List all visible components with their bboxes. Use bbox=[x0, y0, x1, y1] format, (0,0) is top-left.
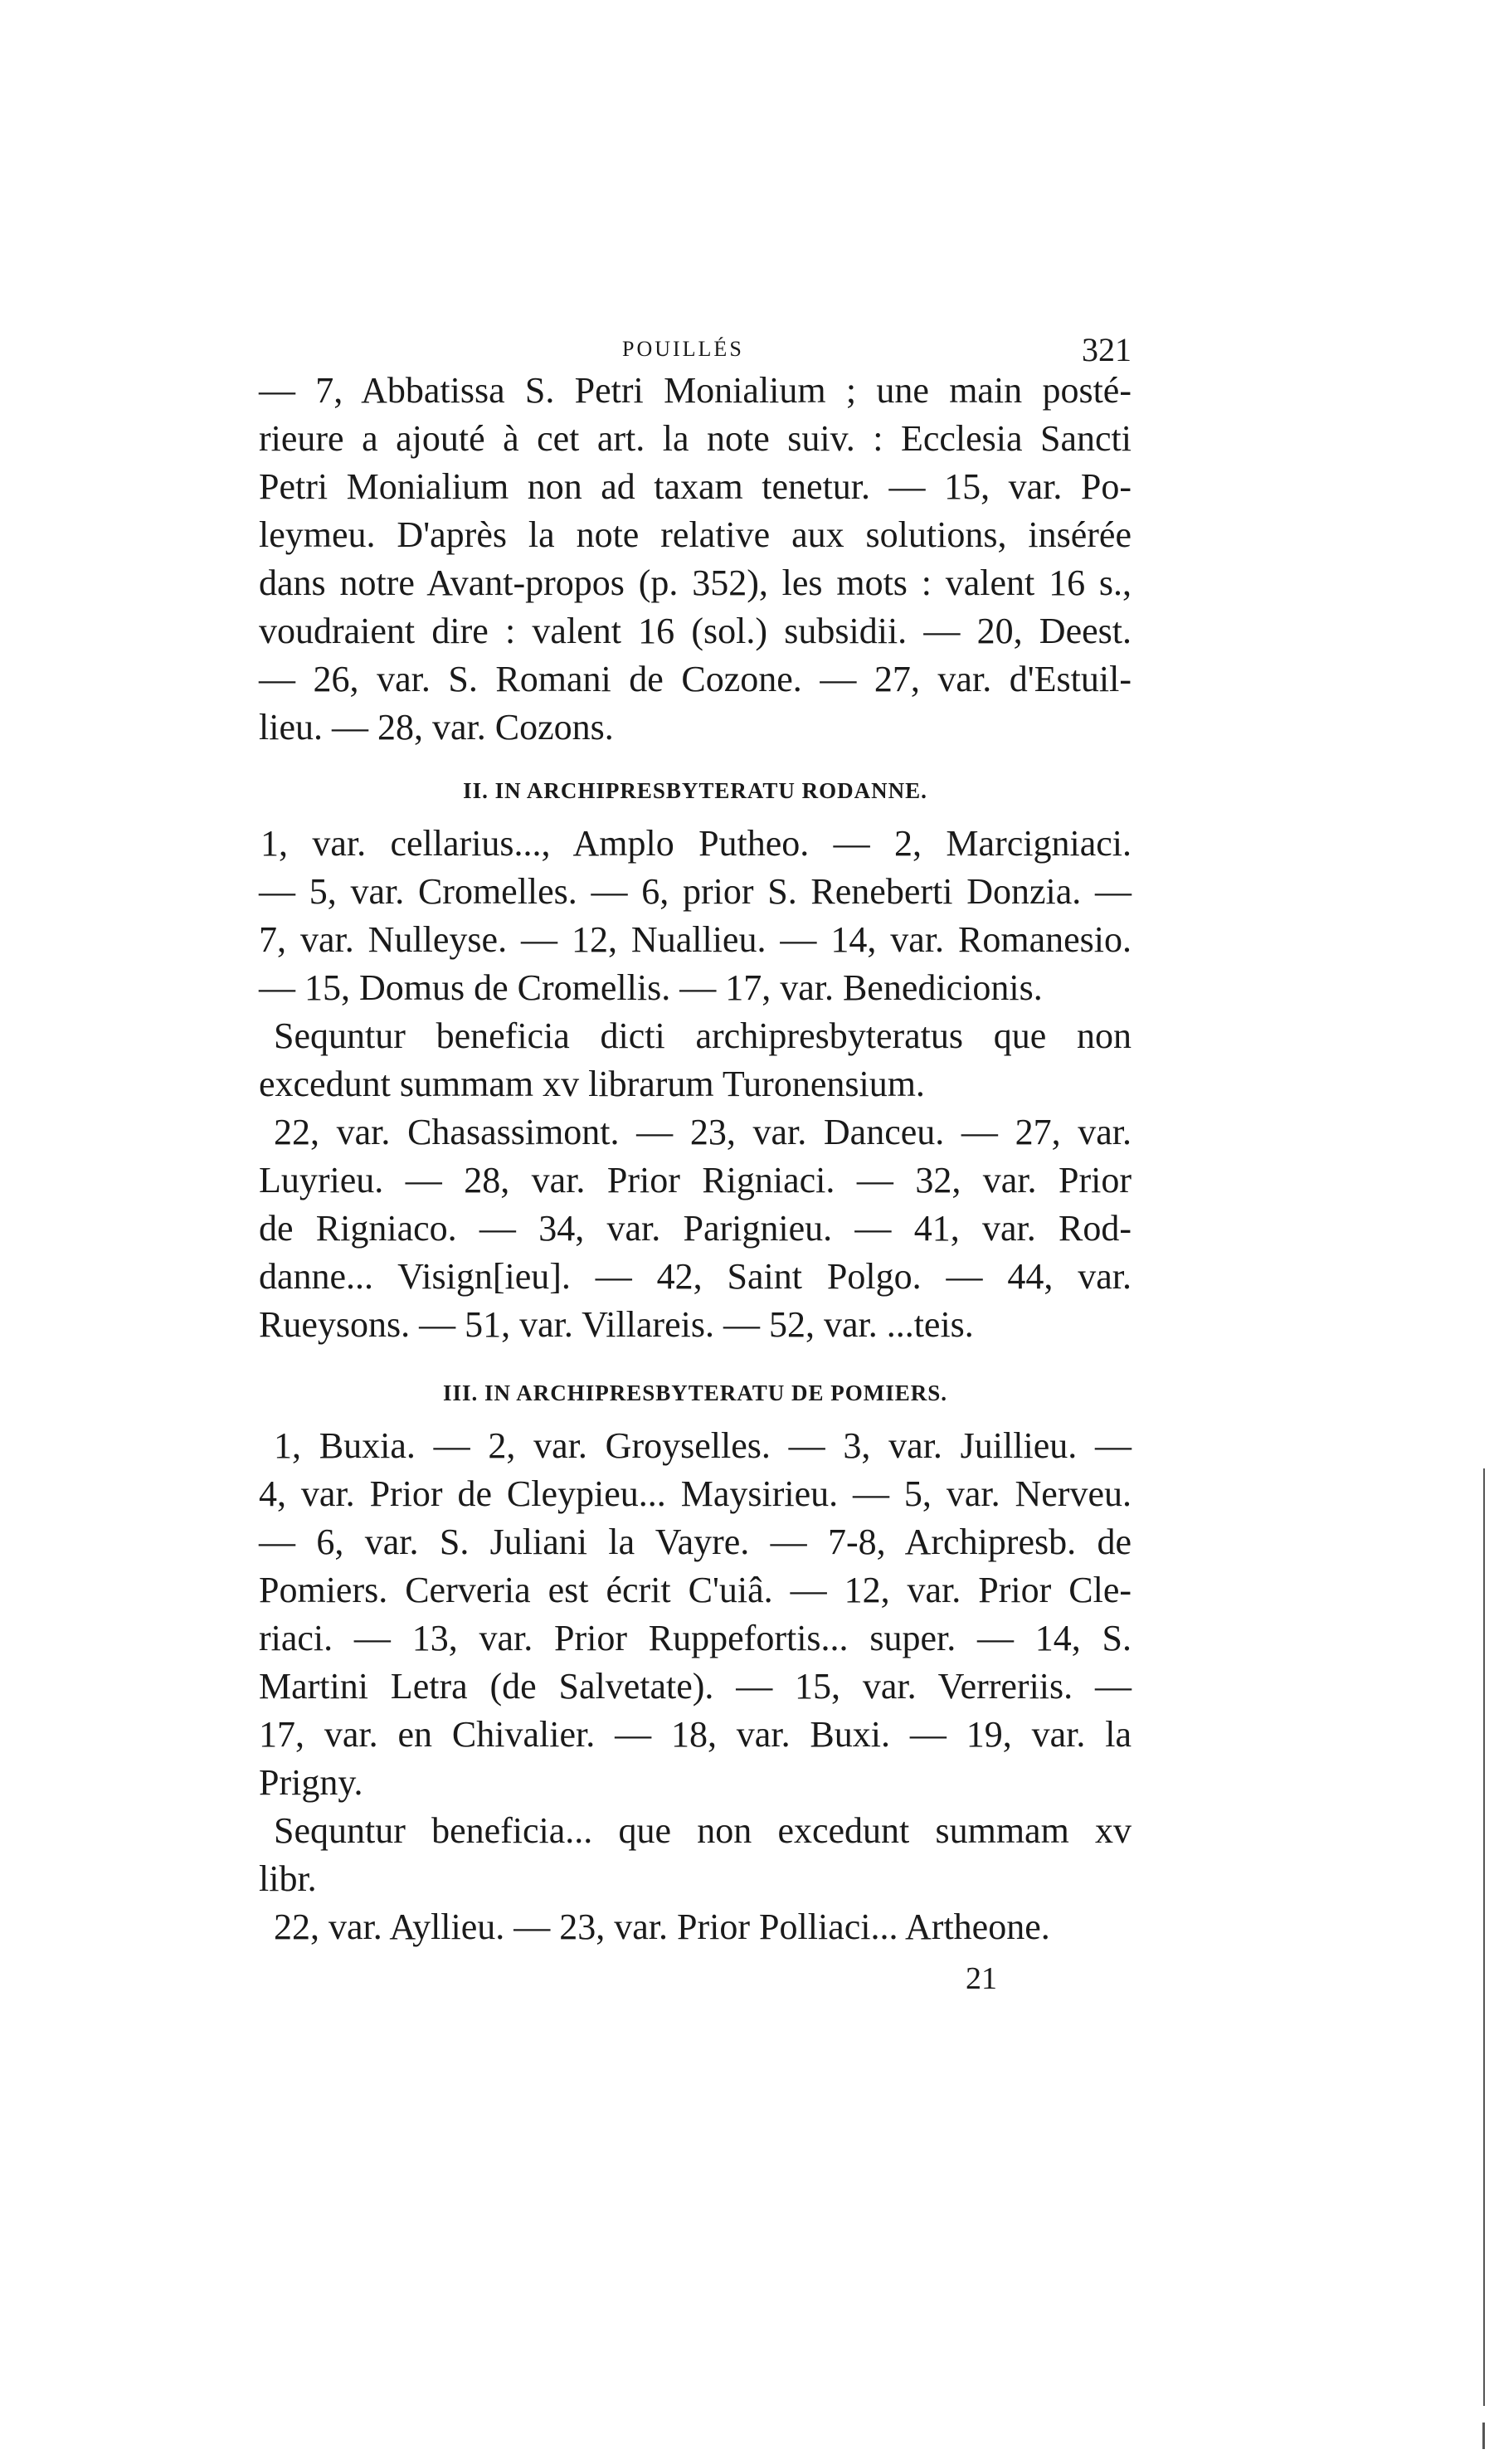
paragraph-rodanne-3 bbox=[259, 1108, 1132, 1349]
section-heading-rodanne: II. IN ARCHIPRESBYTERATU RODANNE. bbox=[463, 778, 927, 803]
signature-mark: 21 bbox=[966, 1961, 997, 1996]
text-line: Martini Letra (de Salvetate). — 15, var. Verreriis. — bbox=[259, 1666, 1132, 1707]
text-line: 1, Buxia. — 2, var. Groyselles. — 3, var. Juillieu. — bbox=[274, 1425, 1132, 1466]
text-line: 17, var. en Chivalier. — 18, var. Buxi. — 19, var. la bbox=[259, 1714, 1132, 1755]
text-line: dans notre Avant-propos (p. 352), les mots : valent 16 s., bbox=[259, 562, 1132, 603]
text-line: leymeu. D'après la note relative aux solutions, insérée bbox=[259, 514, 1132, 555]
text-line: lieu. — 28, var. Cozons. bbox=[259, 707, 614, 747]
paragraph-1 bbox=[259, 367, 1132, 752]
text-line: libr. bbox=[259, 1858, 317, 1899]
text-line: Petri Monialium non ad taxam tenetur. — 15, var. Po- bbox=[259, 466, 1132, 507]
text-line: de Rigniaco. — 34, var. Parignieu. — 41, var. Rod- bbox=[259, 1208, 1132, 1249]
text-line: — 26, var. S. Romani de Cozone. — 27, var. d'Estuil- bbox=[259, 659, 1132, 699]
text-line: excedunt summam xv librarum Turonensium. bbox=[259, 1064, 925, 1104]
paragraph-pomiers-3 bbox=[259, 1903, 1132, 1951]
text-line: 7, var. Nulleyse. — 12, Nuallieu. — 14, var. Romanesio. bbox=[259, 919, 1132, 960]
paragraph-rodanne-1 bbox=[259, 820, 1132, 1012]
page-header bbox=[259, 330, 1132, 372]
main-text bbox=[259, 367, 1132, 1951]
text-line: Sequntur beneficia... que non excedunt summam xv bbox=[274, 1810, 1132, 1851]
text-line: Luyrieu. — 28, var. Prior Rigniaci. — 32, var. Prior bbox=[259, 1160, 1132, 1200]
text-line: Pomiers. Cerveria est écrit C'uiâ. — 12, var. Prior Cle- bbox=[259, 1570, 1132, 1610]
paragraph-pomiers-1 bbox=[259, 1422, 1132, 1807]
section-heading-pomiers: III. IN ARCHIPRESBYTERATU DE POMIERS. bbox=[442, 1381, 948, 1405]
text-line: 22, var. Chasassimont. — 23, var. Danceu. — 27, var. bbox=[274, 1112, 1132, 1152]
margin-scan-tick bbox=[1482, 2423, 1485, 2449]
text-line: riaci. — 13, var. Prior Ruppefortis... super. — 14, S. bbox=[259, 1618, 1132, 1658]
text-line: 1, var. cellarius..., Amplo Putheo. — 2, Marcigniaci. bbox=[260, 823, 1132, 864]
text-line: — 15, Domus de Cromellis. — 17, var. Benedicionis. bbox=[259, 967, 1043, 1008]
text-line: Rueysons. — 51, var. Villareis. — 52, var. ...teis. bbox=[259, 1304, 974, 1345]
text-line: Prigny. bbox=[259, 1762, 363, 1803]
text-line: — 5, var. Cromelles. — 6, prior S. Reneberti Donzia. — bbox=[259, 871, 1132, 912]
text-line: rieure a ajouté à cet art. la note suiv. : Ecclesia Sancti bbox=[259, 418, 1132, 459]
text-line: — 7, Abbatissa S. Petri Monialium ; une main posté- bbox=[259, 370, 1132, 411]
paragraph-pomiers-2 bbox=[259, 1807, 1132, 1903]
page-number: 321 bbox=[1082, 331, 1132, 368]
text-line: Sequntur beneficia dicti archipresbyteratus que non bbox=[274, 1015, 1132, 1056]
paragraph-rodanne-2 bbox=[259, 1012, 1132, 1108]
text-line: 22, var. Ayllieu. — 23, var. Prior Polliaci... Artheone. bbox=[274, 1906, 1050, 1947]
text-line: danne... Visign[ieu]. — 42, Saint Polgo. — 44, var. bbox=[259, 1256, 1132, 1297]
text-line: 4, var. Prior de Cleypieu... Maysirieu. — 5, var. Nerveu. bbox=[259, 1473, 1132, 1514]
margin-scan-line bbox=[1483, 1468, 1485, 2406]
text-line: — 6, var. S. Juliani la Vayre. — 7-8, Archipresb. de bbox=[259, 1522, 1132, 1562]
running-title: POUILLÉS bbox=[622, 337, 744, 361]
text-line: voudraient dire : valent 16 (sol.) subsidii. — 20, Deest. bbox=[259, 611, 1132, 651]
